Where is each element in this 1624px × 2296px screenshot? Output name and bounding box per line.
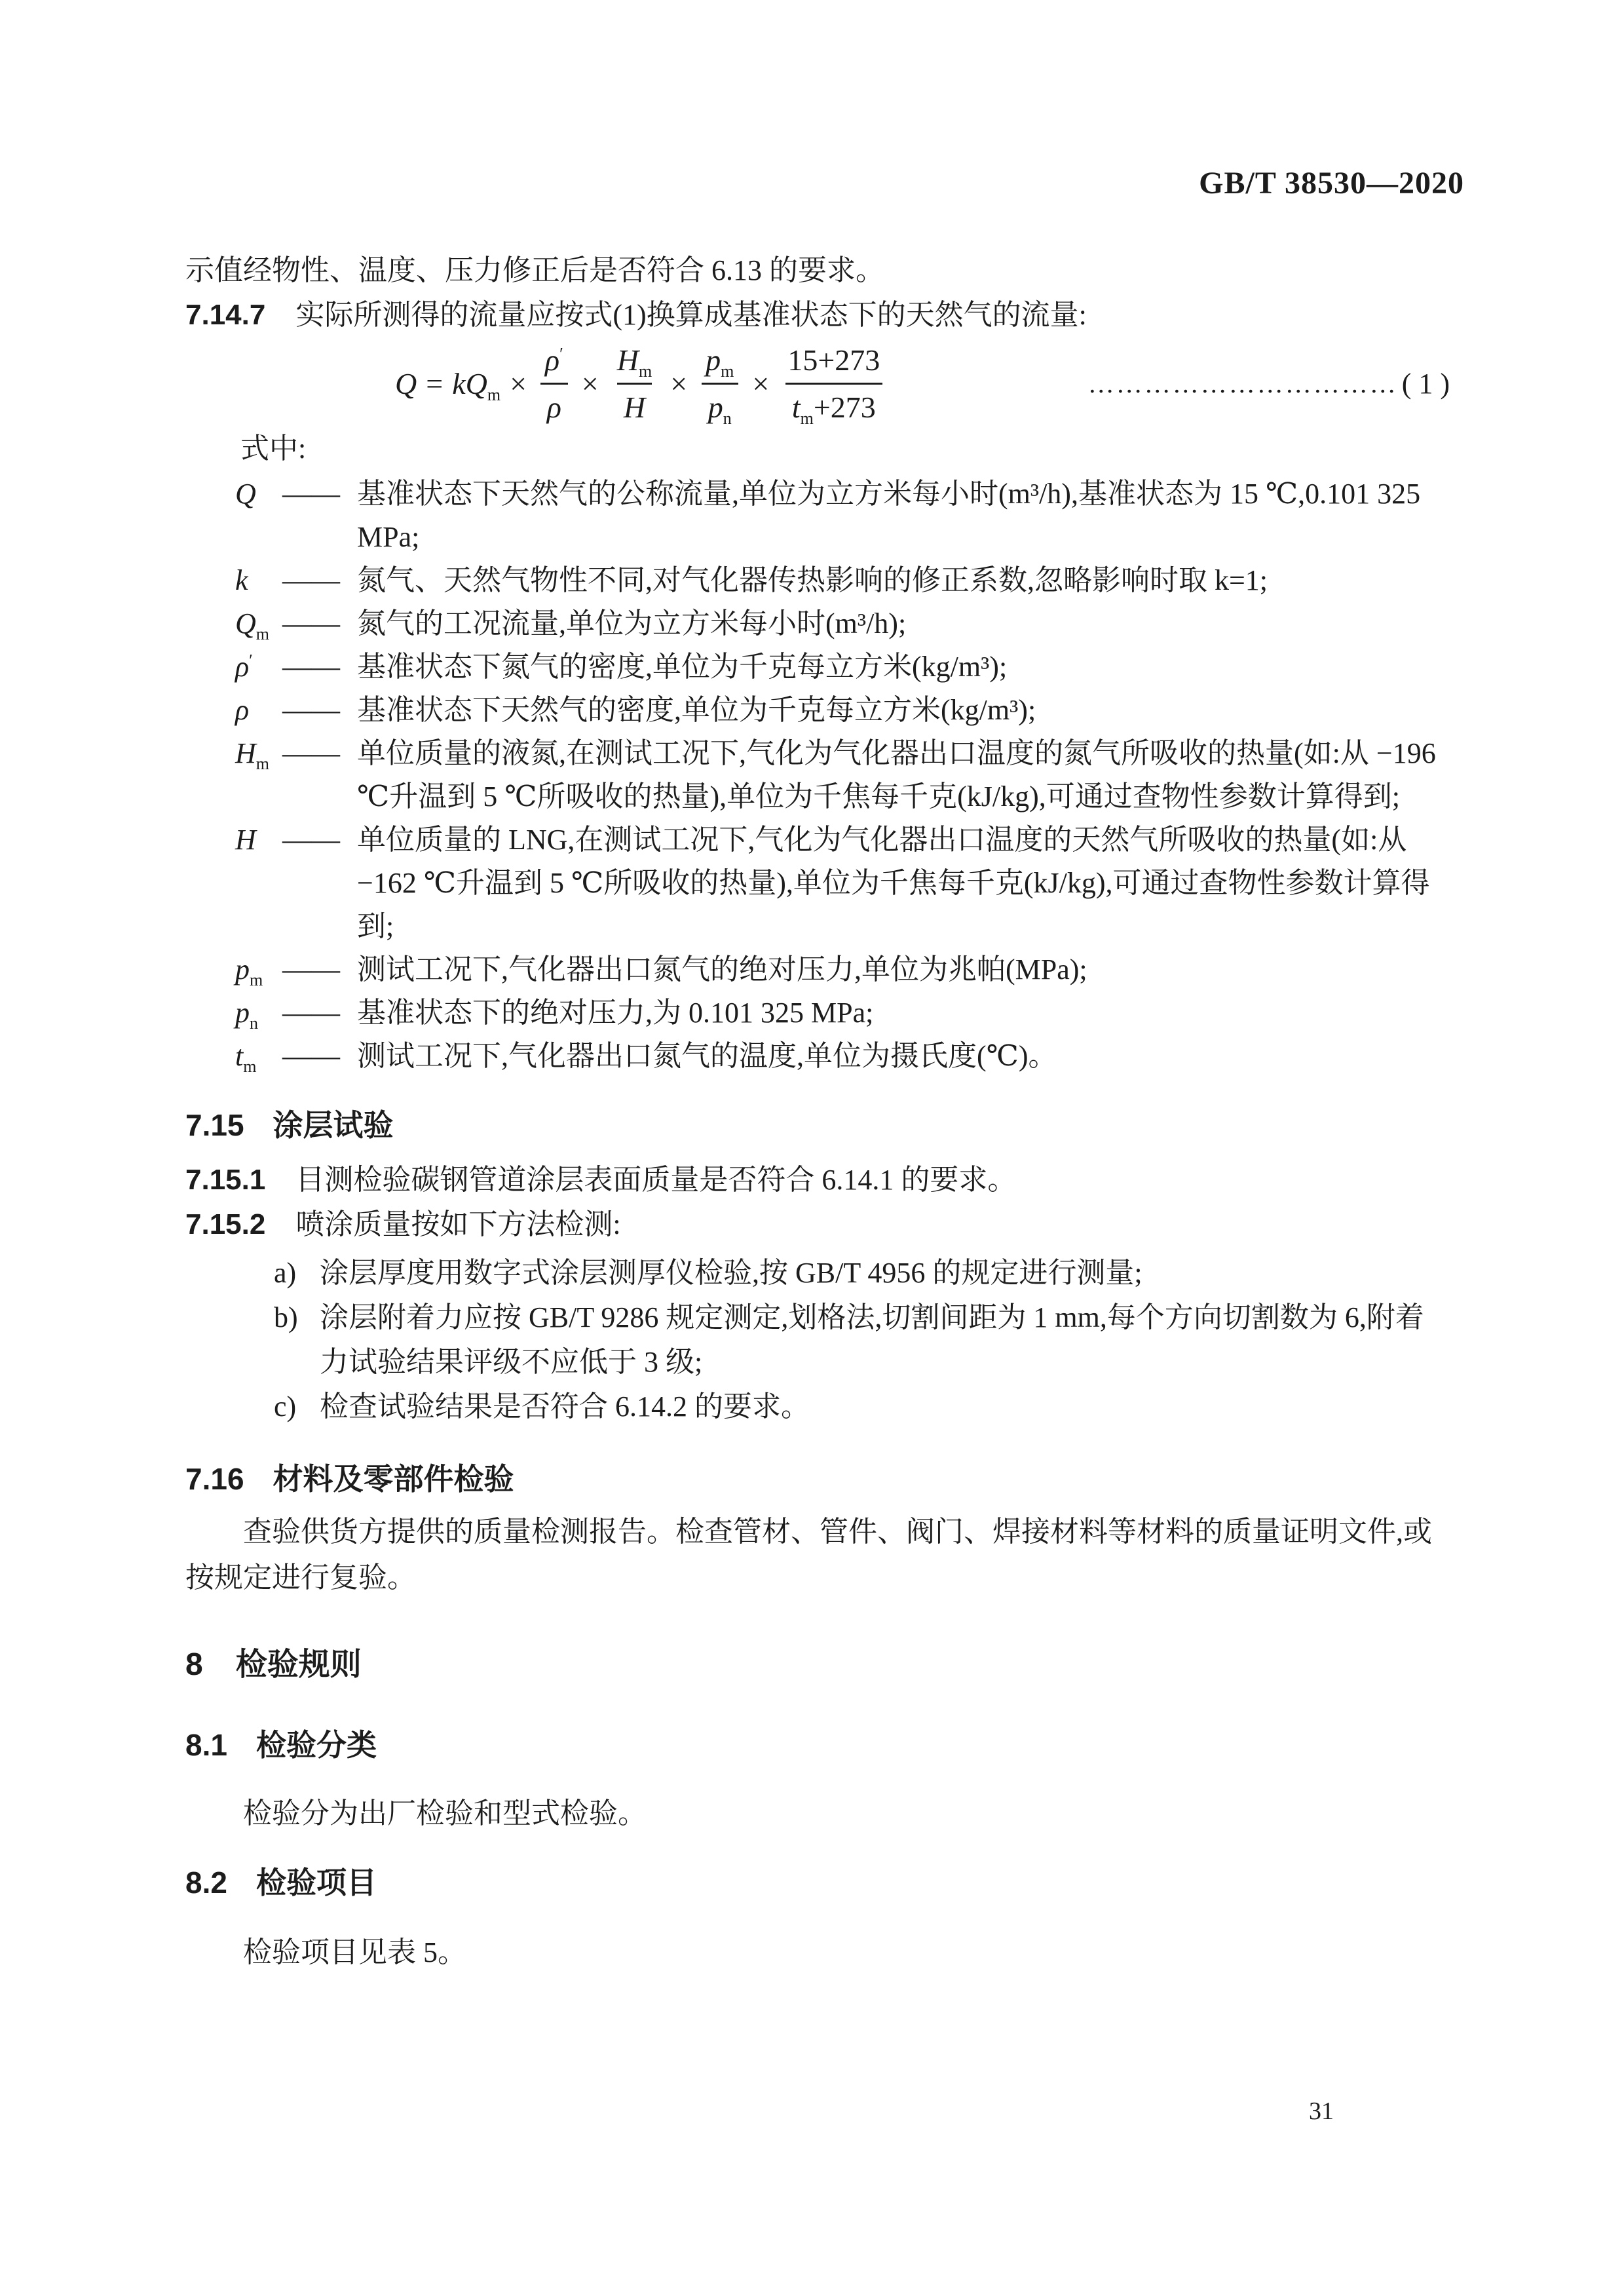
heading-8-2	[185, 1859, 1450, 1906]
times-sign: ×	[510, 366, 527, 400]
page-number: 31	[1309, 2097, 1334, 2125]
list-item-label: c)	[274, 1390, 297, 1423]
list-item-text: 涂层附着力应按 GB/T 9286 规定测定,划格法,切割间距为 1 mm,每个方向切割数为 6,附着力试验结果评级不应低于 3 级;	[320, 1301, 1424, 1378]
var-kQm: $kQ_m$	[452, 366, 501, 404]
subscript-m: m	[721, 361, 734, 381]
definition-rho-prime	[185, 645, 1450, 689]
clause-number: 7.15.2	[185, 1208, 266, 1240]
symbol: H	[235, 824, 256, 856]
heading-number: 8.1	[185, 1728, 227, 1762]
heading-title: 检验规则	[235, 1647, 362, 1682]
fraction-denominator: ρ	[540, 383, 568, 425]
clause-text: 喷涂质量按如下方法检测:	[295, 1208, 621, 1240]
heading-title: 检验项目	[255, 1866, 377, 1900]
clause-number: 7.15.1	[185, 1164, 266, 1196]
paragraph-8-2: 检验项目见表 5。	[243, 1936, 466, 1968]
fraction-rho	[538, 343, 570, 425]
definition-Hm	[185, 732, 1450, 818]
times-sign: ×	[581, 366, 599, 400]
fraction-p	[699, 343, 740, 428]
paragraph-7-16: 查验供货方提供的质量检测报告。检查管材、管件、阀门、焊接材料等材料的质量证明文件,或按规定进行复验。	[185, 1516, 1432, 1594]
list-item-b	[185, 1295, 1450, 1385]
clause-number: 7.14.7	[185, 299, 266, 331]
fraction-denominator: H	[617, 383, 652, 425]
heading-title: 材料及零部件检验	[273, 1462, 514, 1496]
symbol-definition-list	[185, 472, 1450, 1078]
paragraph-8-1: 检验分为出厂检验和型式检验。	[243, 1797, 647, 1829]
fraction-denominator: $t_m+273$	[785, 383, 882, 425]
subscript-m: m	[487, 385, 501, 404]
symbol: $p_n$	[235, 997, 258, 1033]
fraction-denominator: $p_n$	[702, 383, 738, 425]
standard-code-header: GB/T 38530—2020	[1199, 166, 1464, 201]
equals-sign: =	[426, 366, 444, 400]
symbol: ρ′	[235, 651, 253, 683]
symbol: ρ	[235, 694, 250, 726]
definition-H	[185, 818, 1450, 948]
times-sign: ×	[752, 366, 770, 400]
symbol: $Q_m$	[235, 607, 270, 643]
definition-text: 氮气、天然气物性不同,对气化器传热影响的修正系数,忽略影响时取 k=1;	[357, 564, 1268, 596]
definition-text: 测试工况下,气化器出口氮气的温度,单位为摄氏度(℃)。	[357, 1040, 1057, 1072]
definition-dash: ——	[282, 737, 340, 769]
definition-text: 基准状态下氮气的密度,单位为千克每立方米(kg/m³);	[357, 651, 1008, 683]
var-Q: Q	[395, 366, 417, 400]
definition-k	[185, 559, 1450, 602]
definition-dash: ——	[282, 694, 340, 726]
symbol: $t_m$	[235, 1040, 257, 1076]
method-list	[185, 1251, 1450, 1429]
heading-number: 8	[185, 1647, 203, 1682]
equation-expression	[395, 343, 889, 428]
clause-7-15-2	[185, 1202, 1450, 1247]
definition-dash: ——	[282, 824, 340, 856]
definition-text: 单位质量的液氮,在测试工况下,气化为气化器出口温度的氮气所吸收的热量(如:从 −196 ℃升温到 5 ℃所吸收的热量),单位为千焦每千克(kJ/kg),可通过查物性参数计算得到;	[357, 737, 1436, 813]
list-item-label: a)	[274, 1257, 297, 1289]
fraction-numerator: $p_m$	[706, 343, 734, 381]
page-content	[185, 248, 1450, 1976]
paragraph-continuation: 示值经物性、温度、压力修正后是否符合 6.13 的要求。	[185, 254, 884, 286]
definition-dash: ——	[282, 1040, 340, 1072]
definition-text: 基准状态下天然气的密度,单位为千克每立方米(kg/m³);	[357, 694, 1036, 726]
list-item-text: 涂层厚度用数字式涂层测厚仪检验,按 GB/T 4956 的规定进行测量;	[320, 1257, 1142, 1289]
heading-8	[185, 1640, 1450, 1690]
heading-8-1	[185, 1721, 1450, 1769]
equation-dot-leader: ……………………………	[1087, 368, 1398, 398]
fraction-numerator: $H_m$	[616, 343, 652, 381]
list-item-label: b)	[274, 1301, 298, 1333]
symbol: Q	[235, 478, 256, 510]
definition-dash: ——	[282, 564, 340, 596]
symbol: k	[235, 564, 248, 596]
definition-dash: ——	[282, 478, 340, 510]
list-item-text: 检查试验结果是否符合 6.14.2 的要求。	[320, 1390, 810, 1423]
clause-7-14-7	[185, 293, 1450, 337]
definition-dash: ——	[282, 997, 340, 1029]
definition-tm	[185, 1035, 1450, 1078]
equation-number: ( 1 )	[1401, 367, 1450, 400]
definition-pm	[185, 948, 1450, 991]
subscript-m: m	[638, 361, 652, 381]
definition-Qm	[185, 602, 1450, 645]
symbol: $H_m$	[235, 737, 270, 773]
definition-text: 基准状态下的绝对压力,为 0.101 325 MPa;	[357, 997, 874, 1029]
definition-rho	[185, 689, 1450, 732]
heading-title: 检验分类	[255, 1728, 377, 1762]
definition-dash: ——	[282, 651, 340, 683]
clause-text: 实际所测得的流量应按式(1)换算成基准状态下的天然气的流量:	[295, 299, 1087, 331]
list-item-a	[185, 1251, 1450, 1295]
definition-dash: ——	[282, 953, 340, 985]
list-item-c	[185, 1385, 1450, 1429]
definition-text: 氮气的工况流量,单位为立方米每小时(m³/h);	[357, 607, 907, 640]
heading-number: 8.2	[185, 1866, 227, 1900]
heading-number: 7.16	[185, 1462, 244, 1496]
subscript-n: n	[723, 408, 732, 428]
where-label: 式中:	[240, 432, 307, 465]
times-sign: ×	[670, 366, 688, 400]
fraction-H	[611, 343, 658, 425]
heading-number: 7.15	[185, 1108, 244, 1142]
definition-pn	[185, 991, 1450, 1035]
definition-text: 单位质量的 LNG,在测试工况下,气化为气化器出口温度的天然气所吸收的热量(如:从 −162 ℃升温到 5 ℃所吸收的热量),单位为千焦每千克(kJ/kg),可通过查物性参数计算得到;	[357, 824, 1430, 942]
definition-text: 测试工况下,气化器出口氮气的绝对压力,单位为兆帕(MPa);	[357, 953, 1087, 985]
clause-7-15-1	[185, 1158, 1450, 1202]
equation-1	[185, 340, 1450, 427]
heading-7-16	[185, 1455, 1450, 1502]
clause-text: 目测检验碳钢管道涂层表面质量是否符合 6.14.1 的要求。	[295, 1164, 1017, 1196]
definition-Q	[185, 472, 1450, 559]
definition-text: 基准状态下天然气的公称流量,单位为立方米每小时(m³/h),基准状态为 15 ℃,0.101 325 MPa;	[357, 478, 1421, 553]
heading-title: 涂层试验	[273, 1108, 394, 1142]
fraction-numerator: 15+273	[787, 343, 880, 377]
heading-7-15	[185, 1101, 1450, 1149]
symbol: $p_m$	[235, 953, 263, 989]
subscript-m: m	[800, 408, 814, 428]
fraction-numerator: ρ′	[545, 343, 563, 377]
fraction-temperature	[781, 343, 886, 428]
prime-mark: ′	[559, 344, 563, 364]
definition-dash: ——	[282, 607, 340, 640]
